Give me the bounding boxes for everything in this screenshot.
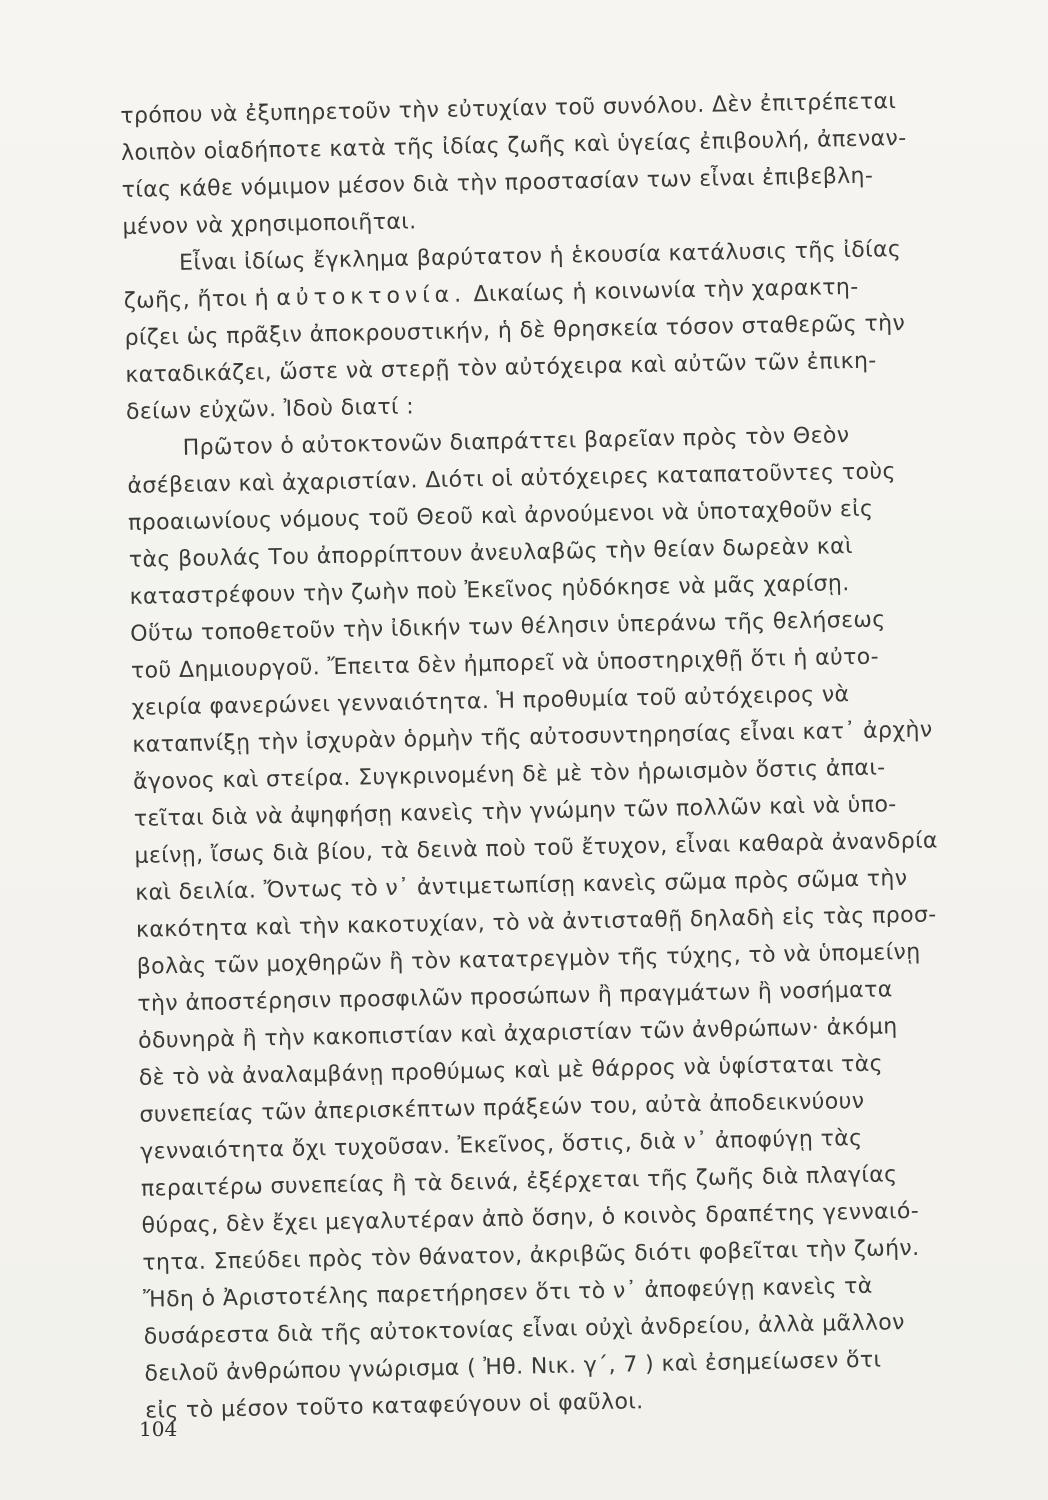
text-fragment: ζωῆς, ἤτοι ἡ bbox=[123, 286, 270, 314]
text-line: περαιτέρω συνεπείας ἢ τὰ δεινά, ἐξέρχεται τῆς ζωῆς διὰ πλαγίας bbox=[140, 1162, 898, 1202]
text-line: ρίζει ὡς πρᾶξιν ἀποκρουστικήν, ἡ δὲ θρησκεία τόσον σταθερῶς τὴν bbox=[124, 310, 906, 351]
text-line: δὲ τὸ νὰ ἀναλαμβάνῃ προθύμως καὶ μὲ θάρρος νὰ ὑφίσταται τὰς bbox=[138, 1051, 884, 1091]
text-line: λοιπὸν οἱαδήποτε κατὰ τῆς ἰδίας ζωῆς καὶ ὑγείας ἐπιβουλή, ἀπεναν- bbox=[120, 125, 907, 166]
text-fragment: Δικαίως ἡ κοινωνία τὴν χαρακτη- bbox=[465, 274, 859, 308]
text-line: τὰς βουλάς Του ἀπορρίπτουν ἀνευλαβῶς τὴν θείαν δωρεὰν καὶ bbox=[128, 534, 854, 573]
text-line: προαιωνίους νόμους τοῦ Θεοῦ καὶ ἀρνούμενοι νὰ ὑποταχθοῦν εἰς bbox=[127, 496, 874, 536]
text-line: δειλοῦ ἀνθρώπου γνώρισμα ( Ἠθ. Νικ. γ΄, 7 ) καὶ ἐσημείωσεν ὅτι bbox=[144, 1347, 882, 1387]
body-text bbox=[120, 81, 1025, 1430]
text-line: Οὕτω τοποθετοῦν τὴν ἰδικήν των θέλησιν ὑπεράνω τῆς θελήσεως bbox=[130, 607, 886, 647]
text-line: εἰς τὸ μέσον τοῦτο καταφεύγουν οἱ φαῦλοι. bbox=[144, 1389, 644, 1424]
text-line: κακότητα καὶ τὴν κακοτυχίαν, τὸ νὰ ἀντισταθῇ δηλαδὴ εἰς τὰς προσ- bbox=[135, 902, 937, 943]
text-line: χειρία φανερώνει γενναιότητα. Ἡ προθυμία τοῦ αὐτόχειρος νὰ bbox=[131, 682, 850, 721]
text-line: καταπνίξῃ τὴν ἰσχυρὰν ὁρμὴν τῆς αὐτοσυντηρησίας εἶναι κατ᾿ ἀρχὴν bbox=[132, 717, 933, 758]
page-number: 104 bbox=[139, 1417, 178, 1441]
text-line: μένον νὰ χρησιμοποιῆται. bbox=[122, 209, 417, 240]
text-line: καταδικάζει, ὥστε νὰ στερῇ τὸν αὐτόχειρα καὶ αὐτῶν τῶν ἐπικη- bbox=[125, 348, 877, 388]
text-line: ἀσέβειαν καὶ ἀχαριστίαν. Διότι οἱ αὐτόχειρες καταπατοῦντες τοὺς bbox=[127, 459, 897, 499]
paragraph-start-line: Πρῶτον ὁ αὐτοκτονῶν διαπράττει βαρεῖαν πρὸς τὸν Θεὸν bbox=[182, 423, 850, 461]
text-line: ὀδυνηρὰ ἢ τὴν κακοπιστίαν καὶ ἀχαριστίαν τῶν ἀνθρώπων· ἀκόμη bbox=[137, 1014, 898, 1054]
text-line: ἄγονος καὶ στείρα. Συγκρινομένη δὲ μὲ τὸν ἡρωισμὸν ὅστις ἀπαι- bbox=[132, 755, 886, 795]
text-line: τρόπου νὰ ἐξυπηρετοῦν τὴν εὐτυχίαν τοῦ συνόλου. Δὲν ἐπιτρέπεται bbox=[120, 89, 897, 129]
emphasized-word: αὐτοκτονία. bbox=[276, 282, 467, 312]
text-line: τεῖται διὰ νὰ ἀψηφήσῃ κανεὶς τὴν γνώμην τῶν πολλῶν καὶ νὰ ὑπο- bbox=[133, 792, 897, 832]
text-line: τοῦ Δημιουργοῦ. Ἔπειτα δὲν ἠμπορεῖ νὰ ὑποστηριχθῇ ὅτι ἡ αὐτο- bbox=[130, 644, 880, 684]
text-line: τὴν ἀποστέρησιν προσφιλῶν προσώπων ἢ πραγμάτων ἢ νοσήματα bbox=[137, 977, 893, 1017]
text-line: Ἤδη ὁ Ἀριστοτέλης παρετήρησεν ὅτι τὸ ν᾿ ἀποφεύγῃ κανεὶς τὰ bbox=[142, 1273, 873, 1313]
text-line: καταστρέφουν τὴν ζωὴν ποὺ Ἐκεῖνος ηὐδόκησε νὰ μᾶς χαρίσῃ. bbox=[129, 571, 850, 610]
text-line: δυσάρεστα διὰ τῆς αὐτοκτονίας εἶναι οὐχὶ ἀνδρείου, ἀλλὰ μᾶλλον bbox=[143, 1310, 906, 1350]
text-line: τητα. Σπεύδει πρὸς τὸν θάνατον, ἀκριβῶς διότι φοβεῖται τὴν ζωήν. bbox=[142, 1235, 920, 1276]
text-line: συνεπείας τῶν ἀπερισκέπτων πράξεών του, αὐτὰ ἀποδεικνύουν bbox=[139, 1088, 865, 1128]
paragraph-start-line: Εἶναι ἰδίως ἔγκλημα βαρύτατον ἡ ἑκουσία κατάλυσις τῆς ἰδίας bbox=[178, 237, 902, 276]
text-line: γενναιότητα ὄχι τυχοῦσαν. Ἐκεῖνος, ὅστις, διὰ ν᾿ ἀποφύγῃ τὰς bbox=[140, 1125, 863, 1165]
text-line: θύρας, δὲν ἔχει μεγαλυτέραν ἀπὸ ὅσην, ὁ κοινὸς δραπέτης γενναιό- bbox=[141, 1198, 920, 1239]
text-line: μείνῃ, ἴσως διὰ βίου, τὰ δεινὰ ποὺ τοῦ ἔτυχον, εἶναι καθαρὰ ἀνανδρία bbox=[134, 828, 939, 869]
text-line: καὶ δειλία. Ὄντως τὸ ν᾿ ἀντιμετωπίσῃ κανεὶς σῶμα πρὸς σῶμα τὴν bbox=[135, 866, 908, 906]
text-line: δείων εὐχῶν. Ἰδοὺ διατί : bbox=[125, 394, 415, 425]
text-line: τίας κάθε νόμιμον μέσον διὰ τὴν προστασίαν των εἶναι ἐπιβεβλη- bbox=[121, 163, 874, 203]
text-line: βολὰς τῶν μοχθηρῶν ἢ τὸν κατατρεγμὸν τῆς τύχης, τὸ νὰ ὑπομείνῃ bbox=[136, 939, 921, 980]
